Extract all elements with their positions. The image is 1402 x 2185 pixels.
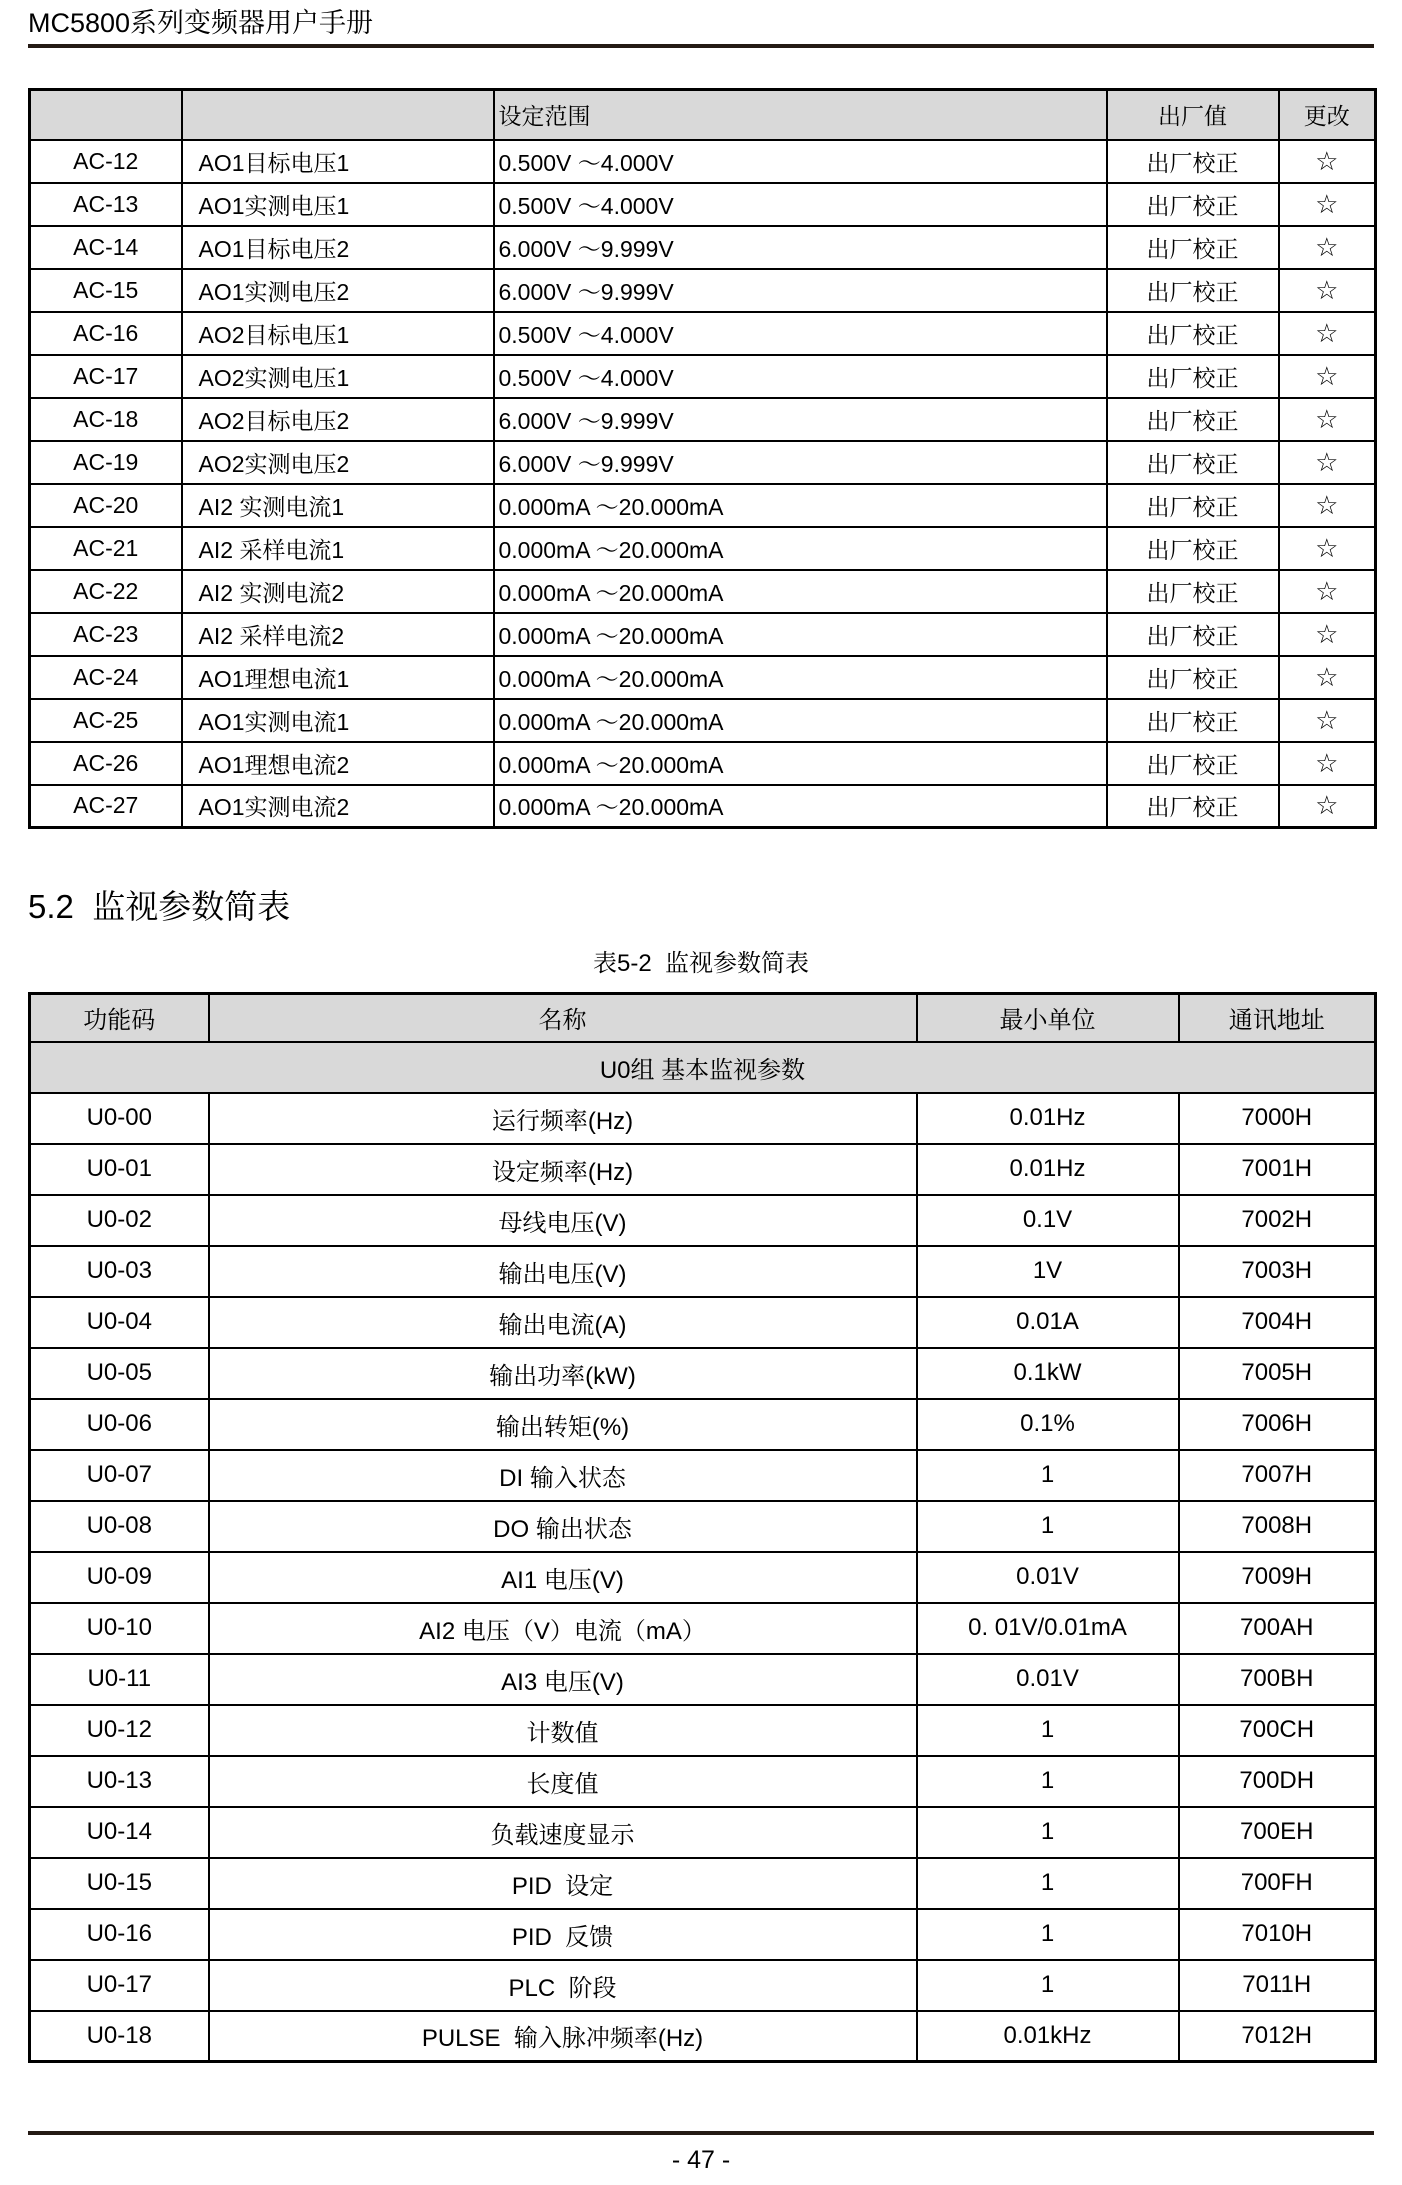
ac-param-row: [30, 269, 1376, 312]
min-unit-cell: 0.01Hz: [917, 1093, 1179, 1144]
comm-address-cell: 7007H: [1179, 1450, 1376, 1501]
factory-value-cell: 出厂校正: [1107, 484, 1279, 527]
min-unit-cell: 0.1V: [917, 1195, 1179, 1246]
monitor-parameter-table: [28, 992, 1377, 2063]
group-header-row: [30, 1042, 1376, 1093]
header-min-unit: 最小单位: [917, 994, 1179, 1042]
param-name-cell: AI2 采样电流2: [182, 613, 494, 656]
monitor-code-cell: U0-12: [30, 1705, 209, 1756]
factory-value-cell: 出厂校正: [1107, 140, 1279, 183]
change-flag-cell: ☆: [1279, 699, 1376, 742]
monitor-name-cell: AI2 电压（V）电流（mA）: [209, 1603, 917, 1654]
monitor-code-cell: U0-09: [30, 1552, 209, 1603]
setting-range-cell: 0.000mA ～20.000mA: [494, 785, 1107, 828]
monitor-code-cell: U0-15: [30, 1858, 209, 1909]
factory-value-cell: 出厂校正: [1107, 398, 1279, 441]
ac-param-row: [30, 527, 1376, 570]
setting-range-cell: 0.500V ～4.000V: [494, 140, 1107, 183]
setting-range-cell: 0.000mA ～20.000mA: [494, 570, 1107, 613]
ac-param-row: [30, 613, 1376, 656]
doc-title: MC5800系列变频器用户手册: [28, 8, 374, 38]
monitor-row: [30, 1756, 1376, 1807]
min-unit-cell: 0.01Hz: [917, 1144, 1179, 1195]
min-unit-cell: 1: [917, 1501, 1179, 1552]
monitor-code-cell: U0-07: [30, 1450, 209, 1501]
monitor-name-cell: 计数值: [209, 1705, 917, 1756]
param-code-cell: AC-18: [30, 398, 182, 441]
header-setting-range: 设定范围: [494, 90, 1107, 140]
monitor-row: [30, 1654, 1376, 1705]
monitor-row: [30, 1399, 1376, 1450]
param-code-cell: AC-19: [30, 441, 182, 484]
page-number: - 47 -: [671, 2146, 731, 2174]
min-unit-cell: 1V: [917, 1246, 1179, 1297]
ac-param-row: [30, 742, 1376, 785]
change-flag-cell: ☆: [1279, 183, 1376, 226]
param-name-cell: AO1实测电流2: [182, 785, 494, 828]
min-unit-cell: 0.01kHz: [917, 2011, 1179, 2062]
factory-value-cell: 出厂校正: [1107, 699, 1279, 742]
monitor-name-cell: 长度值: [209, 1756, 917, 1807]
min-unit-cell: 1: [917, 1450, 1179, 1501]
monitor-row: [30, 1144, 1376, 1195]
min-unit-cell: 1: [917, 1960, 1179, 2011]
ac-param-row: [30, 226, 1376, 269]
monitor-table-body: [30, 1042, 1376, 2062]
comm-address-cell: 7000H: [1179, 1093, 1376, 1144]
monitor-name-cell: AI3 电压(V): [209, 1654, 917, 1705]
ac-param-row: [30, 570, 1376, 613]
comm-address-cell: 7006H: [1179, 1399, 1376, 1450]
change-flag-cell: ☆: [1279, 484, 1376, 527]
ac-param-row: [30, 398, 1376, 441]
comm-address-cell: 7011H: [1179, 1960, 1376, 2011]
ac-param-row: [30, 355, 1376, 398]
monitor-code-cell: U0-18: [30, 2011, 209, 2062]
ac-param-row: [30, 312, 1376, 355]
factory-value-cell: 出厂校正: [1107, 226, 1279, 269]
monitor-code-cell: U0-11: [30, 1654, 209, 1705]
param-code-cell: AC-25: [30, 699, 182, 742]
header-function-code: 功能码: [30, 994, 209, 1042]
param-code-cell: AC-26: [30, 742, 182, 785]
monitor-row: [30, 1297, 1376, 1348]
param-code-cell: AC-13: [30, 183, 182, 226]
monitor-code-cell: U0-13: [30, 1756, 209, 1807]
setting-range-cell: 0.500V ～4.000V: [494, 355, 1107, 398]
monitor-row: [30, 1960, 1376, 2011]
header-change: 更改: [1279, 90, 1376, 140]
monitor-row: [30, 1807, 1376, 1858]
header-name: 名称: [209, 994, 917, 1042]
min-unit-cell: 1: [917, 1705, 1179, 1756]
monitor-row: [30, 1603, 1376, 1654]
monitor-code-cell: U0-17: [30, 1960, 209, 2011]
min-unit-cell: 0. 01V/0.01mA: [917, 1603, 1179, 1654]
header-comm-address: 通讯地址: [1179, 994, 1376, 1042]
monitor-row: [30, 1195, 1376, 1246]
min-unit-cell: 0.01V: [917, 1654, 1179, 1705]
param-name-cell: AO1目标电压2: [182, 226, 494, 269]
table-header-row: [30, 994, 1376, 1042]
monitor-name-cell: PID 设定: [209, 1858, 917, 1909]
setting-range-cell: 0.000mA ～20.000mA: [494, 527, 1107, 570]
ac-parameter-table: [28, 88, 1377, 829]
param-name-cell: AI2 实测电流1: [182, 484, 494, 527]
monitor-row: [30, 1450, 1376, 1501]
param-name-cell: AO1实测电压2: [182, 269, 494, 312]
ac-param-row: [30, 183, 1376, 226]
comm-address-cell: 7005H: [1179, 1348, 1376, 1399]
monitor-code-cell: U0-04: [30, 1297, 209, 1348]
monitor-name-cell: DI 输入状态: [209, 1450, 917, 1501]
setting-range-cell: 0.000mA ～20.000mA: [494, 656, 1107, 699]
change-flag-cell: ☆: [1279, 785, 1376, 828]
param-code-cell: AC-14: [30, 226, 182, 269]
comm-address-cell: 7002H: [1179, 1195, 1376, 1246]
param-code-cell: AC-21: [30, 527, 182, 570]
monitor-name-cell: 输出功率(kW): [209, 1348, 917, 1399]
monitor-name-cell: 运行频率(Hz): [209, 1093, 917, 1144]
comm-address-cell: 7009H: [1179, 1552, 1376, 1603]
monitor-name-cell: DO 输出状态: [209, 1501, 917, 1552]
factory-value-cell: 出厂校正: [1107, 355, 1279, 398]
factory-value-cell: 出厂校正: [1107, 742, 1279, 785]
ac-param-row: [30, 785, 1376, 828]
monitor-name-cell: AI1 电压(V): [209, 1552, 917, 1603]
param-code-cell: AC-24: [30, 656, 182, 699]
monitor-row: [30, 1348, 1376, 1399]
factory-value-cell: 出厂校正: [1107, 785, 1279, 828]
comm-address-cell: 700AH: [1179, 1603, 1376, 1654]
param-code-cell: AC-15: [30, 269, 182, 312]
change-flag-cell: ☆: [1279, 613, 1376, 656]
param-name-cell: AO2实测电压2: [182, 441, 494, 484]
setting-range-cell: 6.000V ～9.999V: [494, 226, 1107, 269]
change-flag-cell: ☆: [1279, 570, 1376, 613]
change-flag-cell: ☆: [1279, 226, 1376, 269]
monitor-code-cell: U0-02: [30, 1195, 209, 1246]
ac-param-table-body: [30, 140, 1376, 828]
setting-range-cell: 0.000mA ～20.000mA: [494, 613, 1107, 656]
monitor-name-cell: 输出电压(V): [209, 1246, 917, 1297]
setting-range-cell: 6.000V ～9.999V: [494, 441, 1107, 484]
min-unit-cell: 1: [917, 1909, 1179, 1960]
monitor-row: [30, 1858, 1376, 1909]
param-code-cell: AC-27: [30, 785, 182, 828]
param-name-cell: AO1理想电流2: [182, 742, 494, 785]
min-unit-cell: 0.01A: [917, 1297, 1179, 1348]
comm-address-cell: 7003H: [1179, 1246, 1376, 1297]
factory-value-cell: 出厂校正: [1107, 656, 1279, 699]
title-rule: [28, 44, 1374, 48]
param-code-cell: AC-20: [30, 484, 182, 527]
factory-value-cell: 出厂校正: [1107, 183, 1279, 226]
monitor-code-cell: U0-00: [30, 1093, 209, 1144]
header-name-empty: [182, 90, 494, 140]
monitor-code-cell: U0-10: [30, 1603, 209, 1654]
factory-value-cell: 出厂校正: [1107, 613, 1279, 656]
param-name-cell: AI2 实测电流2: [182, 570, 494, 613]
monitor-name-cell: PULSE 输入脉冲频率(Hz): [209, 2011, 917, 2062]
comm-address-cell: 700FH: [1179, 1858, 1376, 1909]
factory-value-cell: 出厂校正: [1107, 269, 1279, 312]
min-unit-cell: 0.01V: [917, 1552, 1179, 1603]
param-name-cell: AO2目标电压2: [182, 398, 494, 441]
change-flag-cell: ☆: [1279, 355, 1376, 398]
change-flag-cell: ☆: [1279, 269, 1376, 312]
param-code-cell: AC-22: [30, 570, 182, 613]
param-code-cell: AC-17: [30, 355, 182, 398]
param-name-cell: AO2实测电压1: [182, 355, 494, 398]
monitor-code-cell: U0-05: [30, 1348, 209, 1399]
setting-range-cell: 0.000mA ～20.000mA: [494, 742, 1107, 785]
monitor-code-cell: U0-16: [30, 1909, 209, 1960]
param-code-cell: AC-23: [30, 613, 182, 656]
monitor-row: [30, 1093, 1376, 1144]
param-name-cell: AO1实测电流1: [182, 699, 494, 742]
change-flag-cell: ☆: [1279, 527, 1376, 570]
change-flag-cell: ☆: [1279, 312, 1376, 355]
section-heading: 5.2 监视参数简表: [28, 888, 291, 925]
monitor-row: [30, 1501, 1376, 1552]
change-flag-cell: ☆: [1279, 656, 1376, 699]
table-caption: 表5-2 监视参数简表: [592, 950, 810, 977]
comm-address-cell: 7008H: [1179, 1501, 1376, 1552]
ac-param-row: [30, 699, 1376, 742]
ac-param-row: [30, 140, 1376, 183]
table-header-row: [30, 90, 1376, 140]
comm-address-cell: 7010H: [1179, 1909, 1376, 1960]
change-flag-cell: ☆: [1279, 398, 1376, 441]
group-header-cell: U0组 基本监视参数: [30, 1042, 1376, 1093]
monitor-row: [30, 1909, 1376, 1960]
min-unit-cell: 1: [917, 1858, 1179, 1909]
header-code-empty: [30, 90, 182, 140]
monitor-code-cell: U0-08: [30, 1501, 209, 1552]
param-name-cell: AI2 采样电流1: [182, 527, 494, 570]
setting-range-cell: 0.000mA ～20.000mA: [494, 484, 1107, 527]
param-name-cell: AO1目标电压1: [182, 140, 494, 183]
monitor-name-cell: 负载速度显示: [209, 1807, 917, 1858]
min-unit-cell: 0.1kW: [917, 1348, 1179, 1399]
min-unit-cell: 1: [917, 1756, 1179, 1807]
monitor-name-cell: 母线电压(V): [209, 1195, 917, 1246]
monitor-name-cell: 输出转矩(%): [209, 1399, 917, 1450]
monitor-row: [30, 2011, 1376, 2062]
monitor-code-cell: U0-01: [30, 1144, 209, 1195]
monitor-code-cell: U0-14: [30, 1807, 209, 1858]
comm-address-cell: 7012H: [1179, 2011, 1376, 2062]
factory-value-cell: 出厂校正: [1107, 441, 1279, 484]
factory-value-cell: 出厂校正: [1107, 527, 1279, 570]
setting-range-cell: 0.500V ～4.000V: [494, 312, 1107, 355]
min-unit-cell: 1: [917, 1807, 1179, 1858]
param-name-cell: AO1实测电压1: [182, 183, 494, 226]
setting-range-cell: 6.000V ～9.999V: [494, 398, 1107, 441]
monitor-row: [30, 1705, 1376, 1756]
ac-param-row: [30, 441, 1376, 484]
comm-address-cell: 700EH: [1179, 1807, 1376, 1858]
comm-address-cell: 7001H: [1179, 1144, 1376, 1195]
comm-address-cell: 7004H: [1179, 1297, 1376, 1348]
footer-rule: [28, 2131, 1374, 2135]
setting-range-cell: 6.000V ～9.999V: [494, 269, 1107, 312]
change-flag-cell: ☆: [1279, 140, 1376, 183]
setting-range-cell: 0.500V ～4.000V: [494, 183, 1107, 226]
factory-value-cell: 出厂校正: [1107, 312, 1279, 355]
monitor-name-cell: 输出电流(A): [209, 1297, 917, 1348]
monitor-name-cell: 设定频率(Hz): [209, 1144, 917, 1195]
param-name-cell: AO1理想电流1: [182, 656, 494, 699]
monitor-row: [30, 1552, 1376, 1603]
monitor-name-cell: PID 反馈: [209, 1909, 917, 1960]
ac-param-row: [30, 484, 1376, 527]
comm-address-cell: 700BH: [1179, 1654, 1376, 1705]
monitor-code-cell: U0-06: [30, 1399, 209, 1450]
min-unit-cell: 0.1%: [917, 1399, 1179, 1450]
factory-value-cell: 出厂校正: [1107, 570, 1279, 613]
comm-address-cell: 700DH: [1179, 1756, 1376, 1807]
ac-param-row: [30, 656, 1376, 699]
change-flag-cell: ☆: [1279, 742, 1376, 785]
header-factory-value: 出厂值: [1107, 90, 1279, 140]
change-flag-cell: ☆: [1279, 441, 1376, 484]
param-code-cell: AC-16: [30, 312, 182, 355]
comm-address-cell: 700CH: [1179, 1705, 1376, 1756]
param-code-cell: AC-12: [30, 140, 182, 183]
monitor-code-cell: U0-03: [30, 1246, 209, 1297]
monitor-row: [30, 1246, 1376, 1297]
param-name-cell: AO2目标电压1: [182, 312, 494, 355]
monitor-name-cell: PLC 阶段: [209, 1960, 917, 2011]
setting-range-cell: 0.000mA ～20.000mA: [494, 699, 1107, 742]
